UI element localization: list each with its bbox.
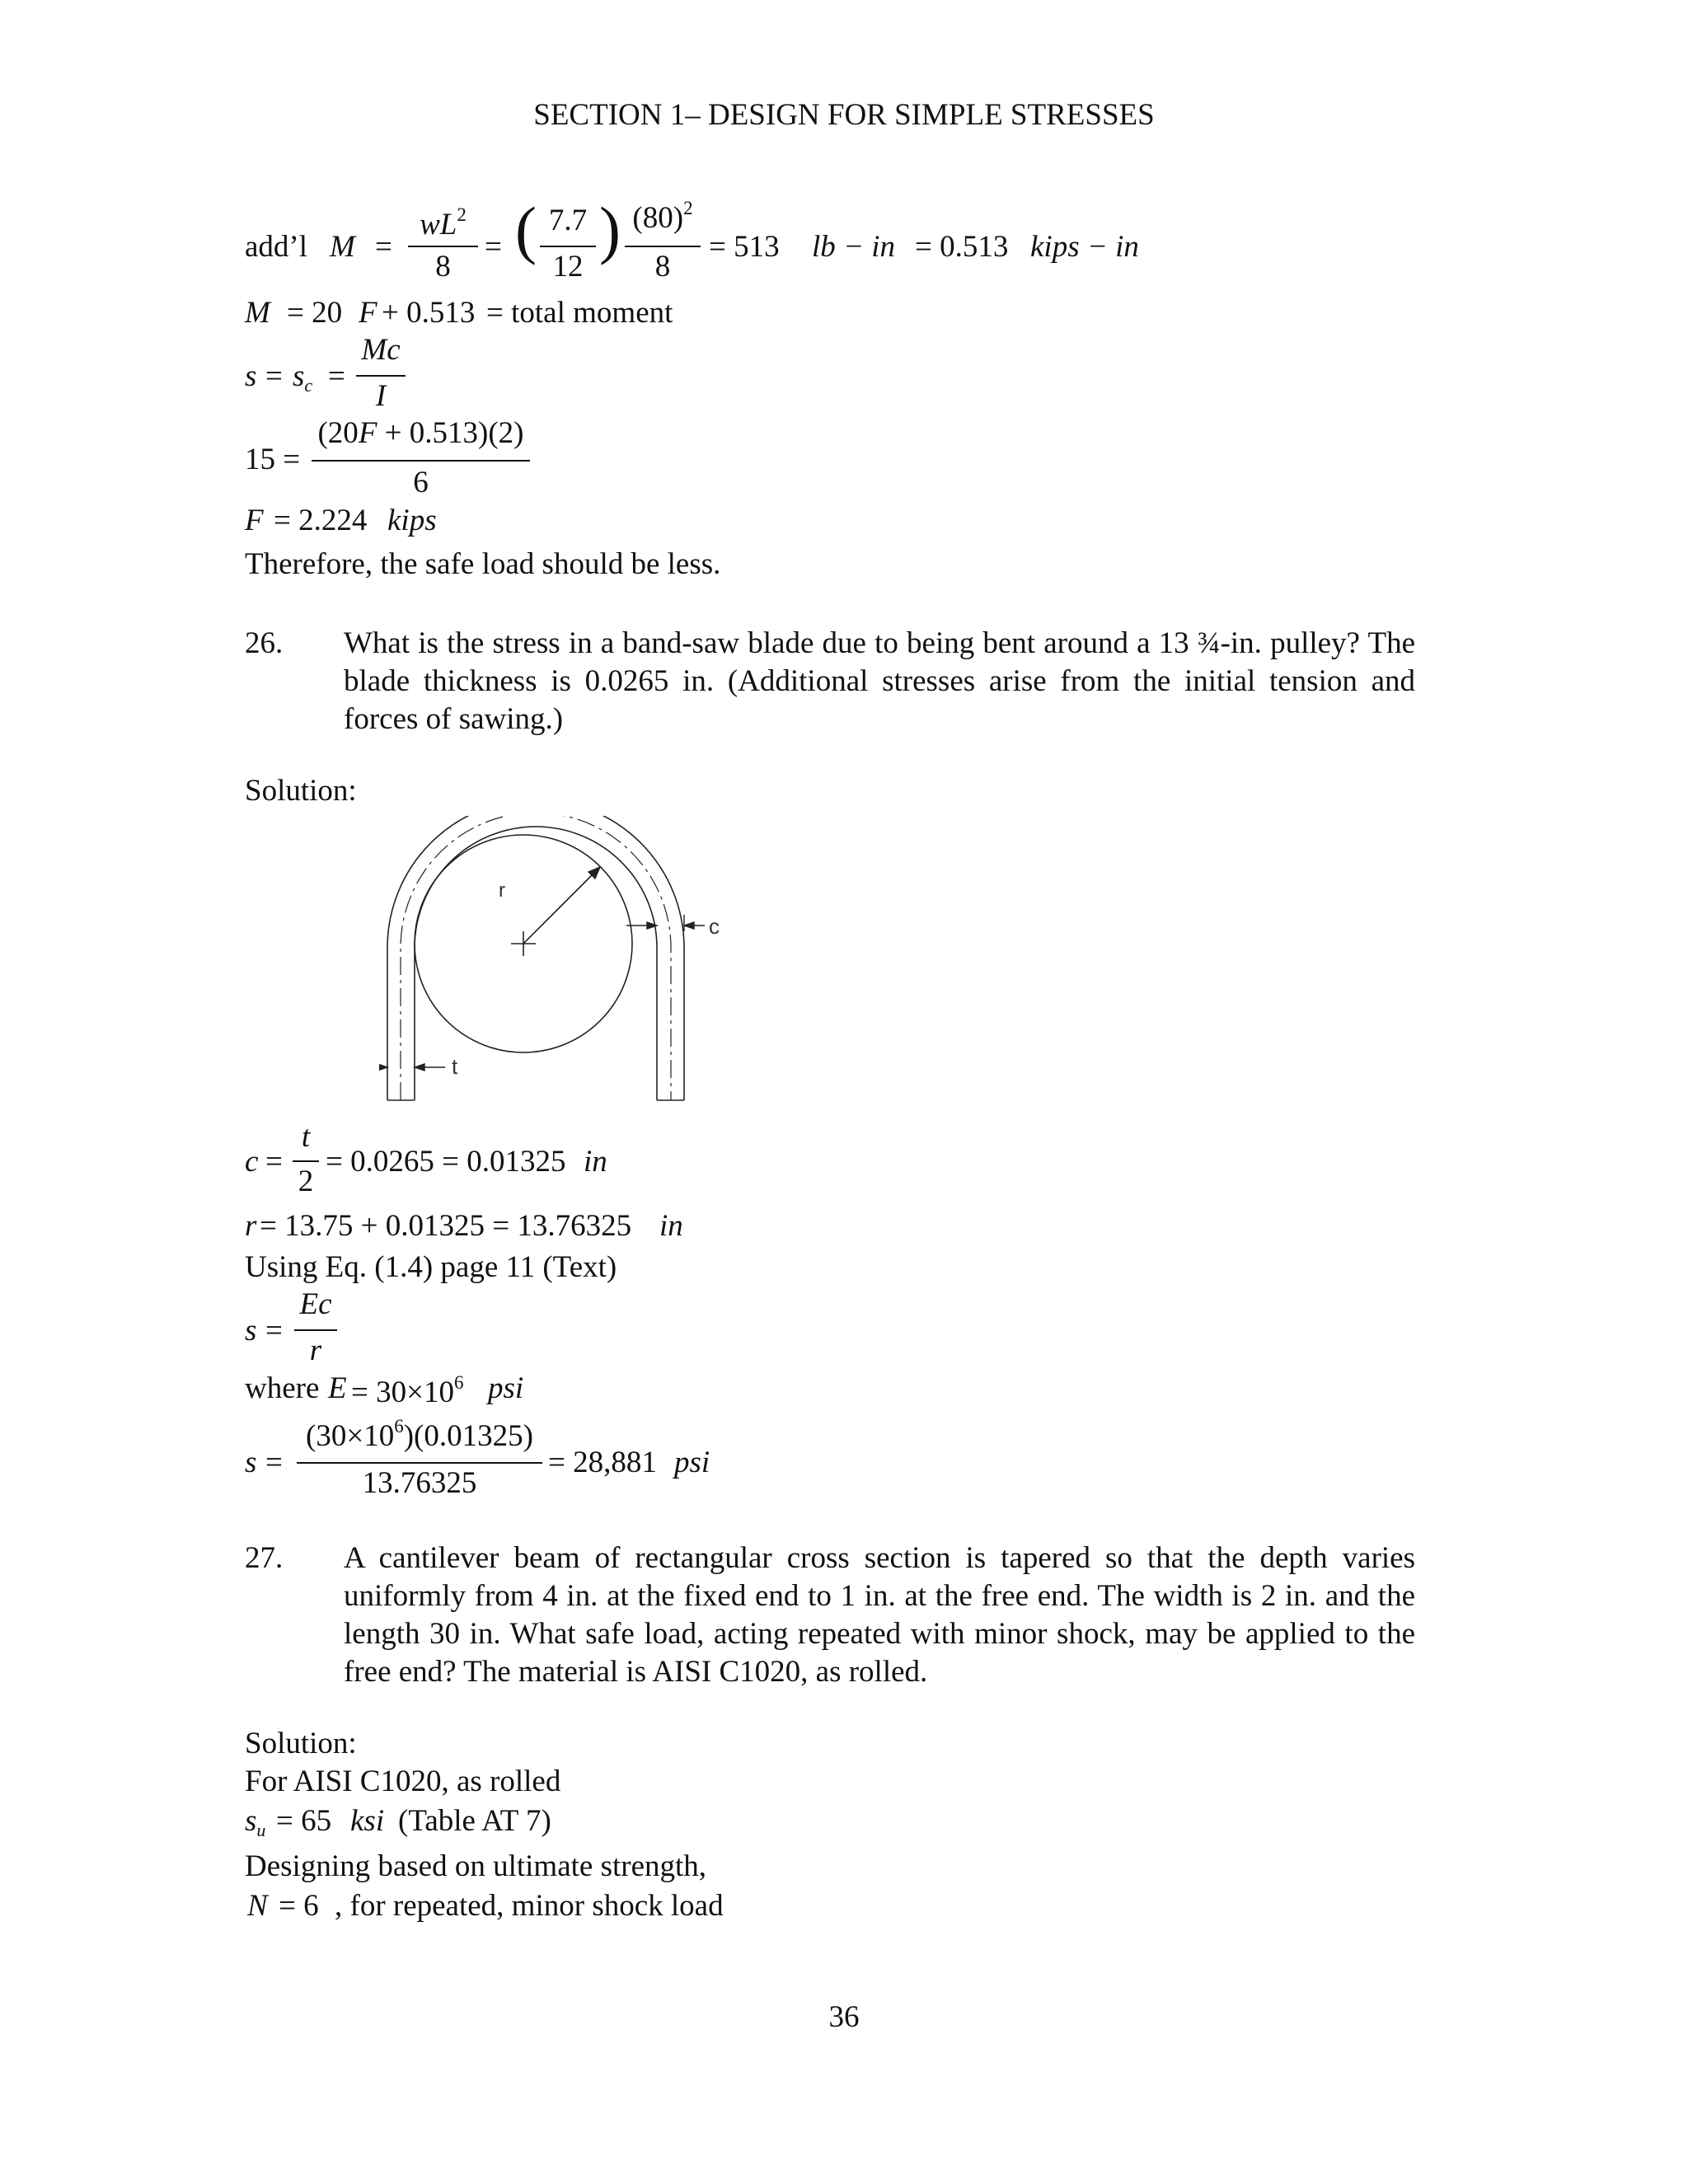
eq6-eq: = [265, 1145, 283, 1179]
designing-text: Designing based on ultimate strength, [245, 1849, 707, 1883]
eq7-r: r [245, 1209, 257, 1243]
eq6-c: c [245, 1145, 259, 1179]
eq9-rhs: = 28,881 [548, 1446, 657, 1479]
where-rhs-text: = 30×10 [351, 1376, 454, 1409]
solution-label-1: Solution: [245, 774, 357, 808]
eq8-num: Ec [299, 1287, 332, 1321]
eq1-M: M [330, 230, 355, 264]
page-header: SECTION 1– DESIGN FOR SIMPLE STRESSES [533, 98, 1155, 132]
eq1-80-exp: 2 [683, 198, 693, 218]
using-eq-text: Using Eq. (1.4) page 11 (Text) [245, 1250, 617, 1284]
where-rhs [351, 1372, 463, 1410]
N-rhs: = 6 [279, 1889, 319, 1923]
eq9-exp: 6 [394, 1416, 404, 1436]
eq3-s: s [245, 359, 257, 393]
eq2-rhs: = 20 [287, 296, 343, 330]
eq1-80: (80) [632, 201, 684, 235]
eq3-sc-sub: c [304, 375, 313, 396]
eq6-unit: in [584, 1145, 607, 1179]
conclusion-text: Therefore, the safe load should be less. [245, 547, 721, 581]
eq3-eq2: = [328, 359, 345, 393]
eq9-den: 13.76325 [362, 1466, 477, 1500]
eq6-frac [293, 1121, 319, 1203]
eq5-F: F [245, 504, 264, 537]
problem-27-number: 27. [245, 1541, 284, 1575]
su-sym [245, 1805, 265, 1840]
eq1-den8b: 8 [654, 250, 671, 284]
eq1-12: 12 [552, 250, 584, 284]
su-sub: u [256, 1820, 266, 1840]
eq2-note: = total moment [486, 296, 673, 330]
eq6-den: 2 [298, 1165, 314, 1198]
eq9-frac [297, 1416, 542, 1507]
eq6-num: t [301, 1120, 311, 1154]
problem-26-number: 26. [245, 626, 284, 660]
eq9-unit: psi [674, 1446, 710, 1479]
eq5-rhs: = 2.224 [274, 504, 368, 537]
eq4-numrest: + 0.513)(2) [384, 416, 524, 450]
eq1-wl-exp: 2 [457, 204, 467, 225]
eq4-lhs: 15 = [245, 443, 301, 476]
eq4-num: (20 [317, 416, 359, 450]
eq3-sc-s: s [293, 359, 305, 393]
eq2-lhs: M [245, 296, 270, 330]
eq9-num: (30×10 [306, 1419, 395, 1453]
eq4-F: F [358, 416, 377, 450]
figure-label-c: c [709, 914, 720, 939]
eq3-sc [293, 360, 312, 396]
where-lead: where [245, 1371, 320, 1405]
eq7-unit: in [659, 1209, 683, 1243]
eq8-s: s [245, 1314, 257, 1347]
page-number: 36 [828, 2000, 860, 2034]
eq1-frac-80 [625, 198, 701, 287]
eq8-eq: = [265, 1314, 283, 1347]
eq3-frac [356, 334, 406, 416]
eq3-num: Mc [361, 333, 401, 367]
su-rhs: = 65 [276, 1804, 332, 1838]
eq5-unit: kips [387, 504, 437, 537]
eq9-s: s [245, 1446, 257, 1479]
eq9-eq: = [265, 1446, 283, 1479]
eq1-77: 7.7 [548, 204, 588, 237]
eq1-unit1: lb − in [812, 230, 896, 264]
eq4-frac [312, 417, 530, 506]
eq4-den: 6 [413, 466, 429, 499]
N-rest: , for repeated, minor shock load [335, 1889, 724, 1923]
eq1-unit2: kips − in [1030, 230, 1139, 264]
aisi-text: For AISI C1020, as rolled [245, 1765, 561, 1798]
solution-label-2: Solution: [245, 1727, 357, 1760]
eq1-frac-77 [540, 204, 596, 287]
figure-label-r: r [499, 879, 505, 902]
eq7-rhs: = 13.75 + 0.01325 = 13.76325 [260, 1209, 632, 1243]
su-unit: ksi [350, 1804, 385, 1838]
eq3-den: I [375, 379, 387, 413]
where-exp: 6 [453, 1372, 464, 1393]
problem-26-text: What is the stress in a band-saw blade due to being bent around a 13 ¾-in. pulley? The blade thickness is 0.0265 in. (Additional stresses arise from the initial tension and forces of sawing.) [344, 626, 1415, 736]
eq3-eq1: = [265, 359, 283, 393]
eq6-rhs: = 0.0265 = 0.01325 [326, 1145, 566, 1179]
eq1-eq: = [375, 230, 392, 264]
su-s: s [245, 1804, 257, 1838]
eq1-lead: add’l [245, 230, 308, 264]
eq1-mid: = 0.513 [915, 230, 1009, 264]
problem-27-text: A cantilever beam of rectangular cross section is tapered so that the depth varies uniformly from 4 in. at the fixed end to 1 in. at the free end. The width is 2 in. and the length 30 in. What safe load, acting repeated with minor shock, may be applied to the free end? The material is AISI C1020, as rolled. [344, 1541, 1415, 1689]
eq2-rest: + 0.513 [382, 296, 476, 330]
eq8-den: r [309, 1333, 322, 1367]
eq1-den8: 8 [435, 250, 451, 284]
eq1-eq-b: = [485, 230, 502, 264]
eq8-frac [294, 1288, 337, 1371]
figure-label-t: t [452, 1054, 458, 1079]
eq1-wl: wL [420, 208, 457, 241]
eq1-frac-wl [408, 204, 478, 287]
eq1-result: = 513 [709, 230, 780, 264]
N-sym: N [247, 1889, 268, 1923]
where-unit: psi [488, 1371, 524, 1405]
eq9-numrest: )(0.01325) [403, 1419, 533, 1453]
su-ref: (Table AT 7) [398, 1804, 551, 1838]
where-E-sym: E [328, 1371, 347, 1405]
eq2-F: F [359, 296, 377, 330]
band-saw-figure [379, 816, 725, 1113]
